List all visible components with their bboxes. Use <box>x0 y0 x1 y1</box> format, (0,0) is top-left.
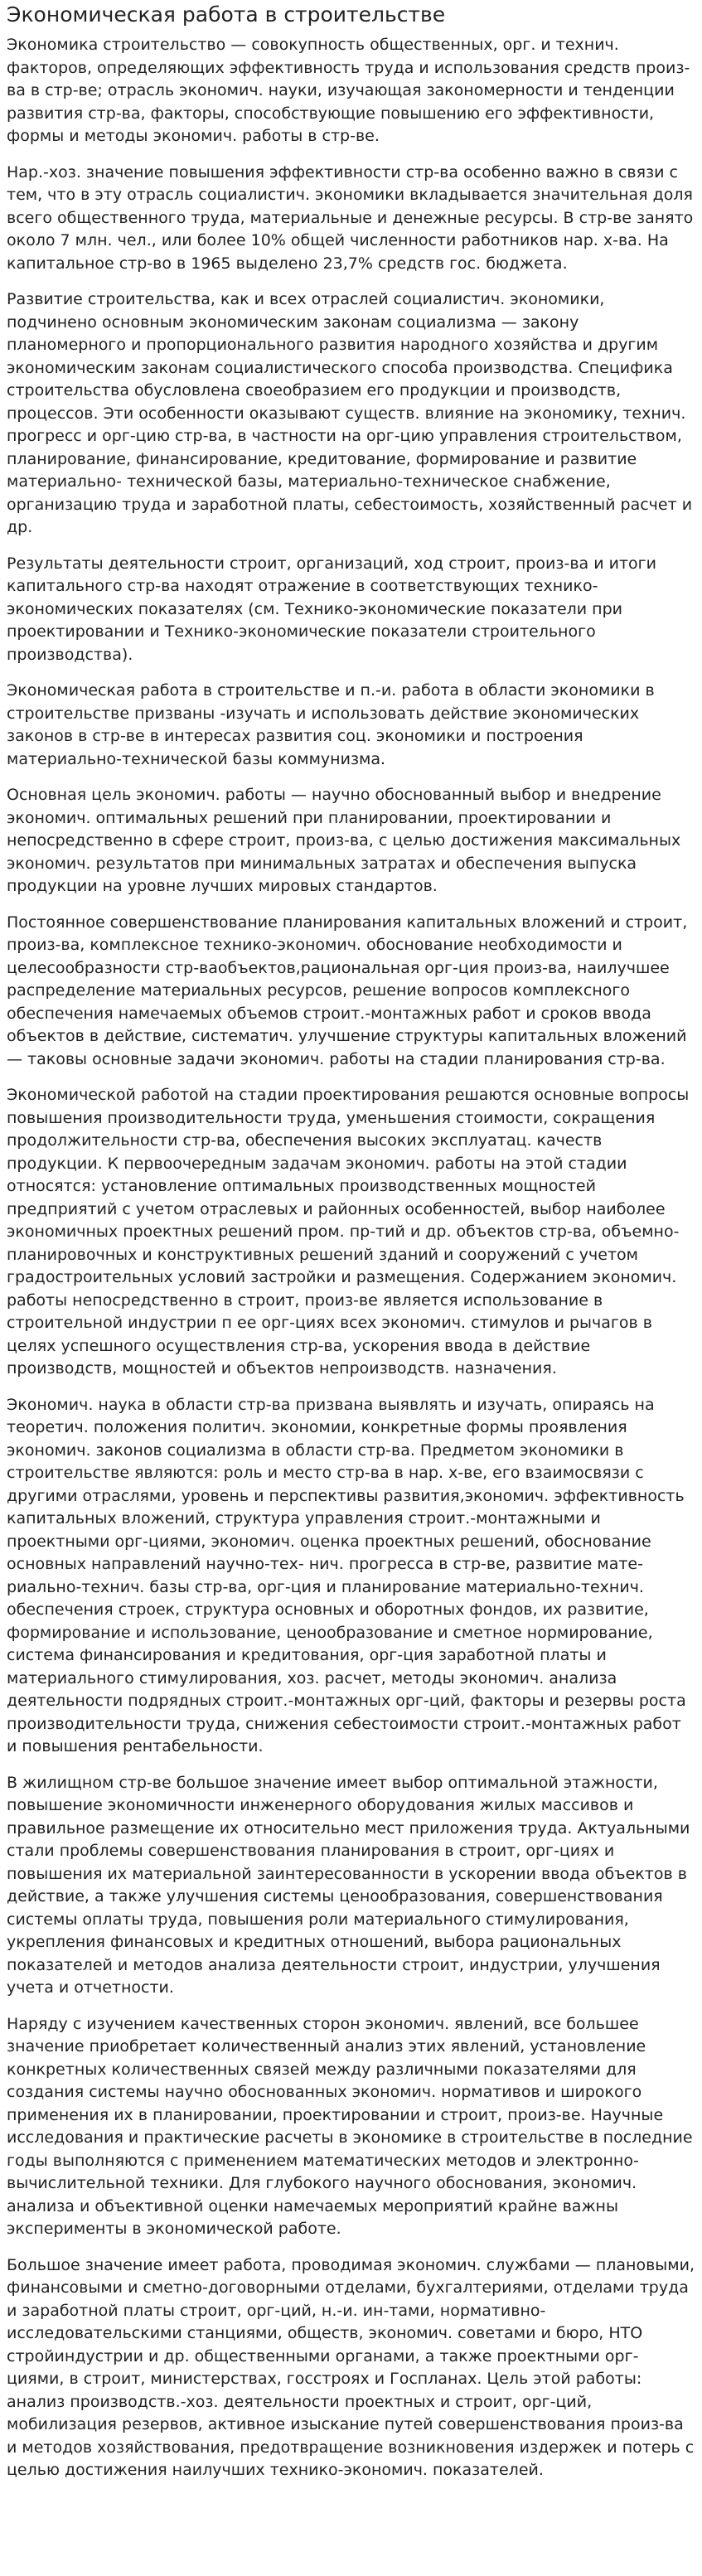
paragraph-3: Развитие строительства, как и всех отраслей социалистич. экономики, подчинено основным экономическим законам социализма — закону планомерного и пропорционального развития народного хозяйства и другим экономическим законам социалистического способа производства. Специфика строительства обусловлена своеобразием его продукции и производств, процессов. Эти особенности оказывают существ. влияние на экономику, технич. прогресс и орг-цию стр-ва, в частности на орг-цию управления строительством, планирование, финансирование, кредитование, формирование и развитие материально- технической базы, материально-техническое снабжение, организацию труда и заработной платы, себестоимость, хозяйственный расчет и др. <box>7 290 693 536</box>
paragraph-7: Постоянное совершенствование планирования капитальных вложений и строит, произ-ва, комплексное технико-экономич. обоснование необходимости и целесообразности стр-вaобъектов,рациональная орг-ция произ-ва, наилучшее распределение материальных ресурсов, решение вопросов комплексного обеспечения намечаемых объемов строит.-монтажных работ и сроков ввода объектов в действие, систематич. улучшение структуры капитальных вложений— таковы основные задачи экономич. работы на стадии планирования стр-ва. <box>7 913 688 1068</box>
article-title: Экономическая работа в строительстве <box>7 2 446 27</box>
paragraph-9: Экономич. наука в области стр-ва призвана выявлять и изучать, опираясь на теоретич. положения политич. экономии, конкретные формы проявления экономич. законов социализма в области стр-ва. Предметом экономики в строительстве являются: роль и место стр-ва в нар. х-ве, его взаимосвязи с другими отраслями, уровень и перспективы развития,экономич. эффективность капитальных вложений, структура управления строит.-монтажными и проектными орг-циями, экономич. оценка проектных решений, обоснование основных направлений научно-тех- нич. прогресса в стр-ве, развитие мате-риально-технич. базы стр-ва, орг-ция и планирование материально-технич. обеспечения строек, структура основных и оборотных фондов, их развитие, формирование и использование, ценообразование и сметное нормирование, система финансирования и кредитования, орг-ция заработной платы и материального стимулирования, хоз. расчет, методы экономич. анализа деятельности подрядных строит.-монтажных орг-ций, факторы и резервы роста производительности труда, снижения себестоимости строит.-монтажных работ и повышения рентабельности. <box>7 1395 686 1755</box>
paragraph-1: Экономика строительство — совокупность общественных, орг. и технич. факторов, определяющих эффективность труда и использования средств произ-ва в стр-ве; отрасль экономич. науки, изучающая закономерности и тенденции развития стр-ва, факторы, способствующие повышению его эффективности, формы и методы экономич. работы в стр-ве. <box>7 36 690 145</box>
paragraph-2: Нар.-хоз. значение повышения эффективности стр-ва особенно важно в связи с тем, что в эту отрасль социалистич. экономики вкладывается значительная доля всего общественного труда, материальные и денежные ресурсы. В стр-ве занято около 7 млн. чел., или более 10% общей численности работников нар. х-ва. На капитальное стр-во в 1965 выделено 23,7% средств гос. бюджета. <box>7 162 694 273</box>
paragraph-8: Экономической работой на стадии проектирования решаются основные вопросы повышения производительности труда, уменьшения стоимости, сокращения продолжительности стр-ва, обеспечения высоких эксплуатац. качеств продукции. К первоочередным задачам экономич. работы на этой стадии относятся: установление оптимальных производственных мощностей предприятий с учетом отраслевых и районных особенностей, выбор наиболее экономичных проектных решений пром. пр-тий и др. объектов стр-ва, объемно-планировочных и конструктивных решений зданий и сооружений с учетом градостроительных условий застройки и размещения. Содержанием экономич. работы непосредственно в строит, произ-ве является использование в строительной индустрии п ее орг-циях всех экономич. стимулов и рычагов в целях успешного осуществления стр-ва, ускорения ввода в действие производств, мощностей и объектов непроизводств. назначения. <box>7 1086 690 1378</box>
paragraph-10: В жилищном стр-ве большое значение имеет выбор оптимальной этажности, повышение экономичности инженерного оборудования жилых массивов и правильное размещение их относительно мест приложения труда. Актуальными стали проблемы совершенствования планирования в строит, орг-циях и повышения их материальной заинтересованности в ускорении ввода объектов в действие, а также улучшения системы ценообразования, совершенствования системы оплаты труда, повышения роли материального стимулирования, укрепления финансовых и кредитных отношений, выбора рациональных показателей и методов анализа деятельности строит, индустрии, улучшения учета и отчетности. <box>7 1773 690 1997</box>
paragraph-4: Результаты деятельности строит, организаций, ход строит, произ-ва и итоги капитального стр-ва находят отражение в соответствующих технико-экономических показателях (см. Технико-экономические показатели при проектировании и Технико-экономические показатели строительного производства). <box>7 554 656 664</box>
paragraph-12: Большое значение имеет работа, проводимая экономич. службами — плановыми, финансовыми и сметно-договорными отделами, бухгалтериями, отделами труда и заработной платы строит, орг-ций, н.-и. ин-тами, нормативно-исследовательскими станциями, обществ, экономич. советами и бюро, НТО стройиндустрии и др. общественными органами, а также проектными орг-циями, в строит, министерствах, госстроях и Госпланах. Цель этой работы: анализ производств.-хоз. деятельности проектных и строит, орг-ций, мобилизация резервов, активное изыскание путей совершенствования произ-ва и методов хозяйствования, предотвращение возникновения издержек и потерь с целью достижения наилучших технико-экономич. показателей. <box>7 2255 695 2479</box>
paragraph-6: Основная цель экономич. работы — научно обоснованный выбор и внедрение экономич. оптимальных решений при планировании, проектировании и непосредственно в сфере строит, произ-ва, с целью достижения максимальных экономич. результатов при минимальных затратах и обеспечения выпуска продукции на уровне лучших мировых стандартов. <box>7 786 681 895</box>
paragraph-11: Наряду с изучением качественных сторон экономич. явлений, все большее значение приобретает количественный анализ этих явлений, установление конкретных количественных связей между различными показателями для создания системы научно обоснованных экономич. нормативов и широкого применения их в планировании, проектировании и строит, произ-ве. Научные исследования и практические расчеты в экономике в строительстве в последние годы выполняются с применением математических методов и электронно-вычислительной техники. Для глубокого научного обоснования, экономич. анализа и объективной оценки намечаемых мероприятий крайне важны эксперименты в экономической работе. <box>7 2014 693 2238</box>
paragraph-5: Экономическая работа в строительстве и п.-и. работа в области экономики в строительстве призваны -изучать и использовать действие экономических законов в стр-ве в интересах развития соц. экономики и построения материально-технической базы коммунизма. <box>7 681 655 768</box>
